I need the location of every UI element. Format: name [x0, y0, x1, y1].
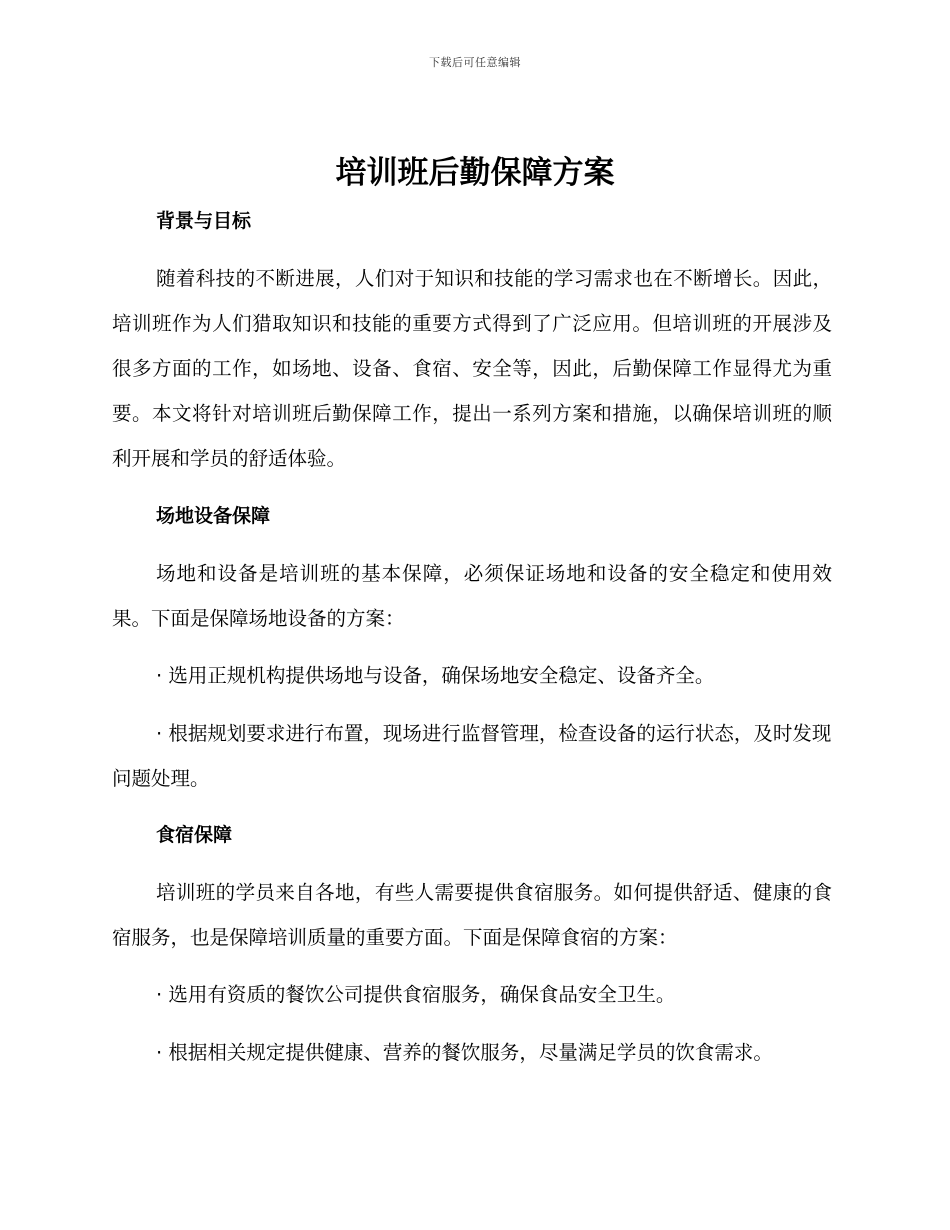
section-paragraph: 随着科技的不断进展，人们对于知识和技能的学习需求也在不断增长。因此，培训班作为人们猎取知识和技能的重要方式得到了广泛应用。但培训班的开展涉及很多方面的工作，如场地、设备、食宿、安全等，因此，后勤保障工作显得尤为重要。本文将针对培训班后勤保障工作，提出一系列方案和措施，以确保培训班的顺利开展和学员的舒适体验。: [112, 267, 832, 470]
bullet-item: · 选用正规机构提供场地与设备，确保场地安全稳定、设备齐全。: [156, 664, 715, 687]
section-heading-food-lodging: 食宿保障: [156, 824, 233, 846]
bullet-item: · 根据相关规定提供健康、营养的餐饮服务，尽量满足学员的饮食需求。: [156, 1041, 773, 1064]
section-paragraph: 培训班的学员来自各地，有些人需要提供食宿服务。如何提供舒适、健康的食宿服务，也是保障培训质量的重要方面。下面是保障食宿的方案：: [112, 881, 832, 949]
section-paragraph: 场地和设备是培训班的基本保障，必须保证场地和设备的安全稳定和使用效果。下面是保障场地设备的方案：: [112, 562, 832, 630]
page-title: 培训班后勤保障方案: [335, 155, 615, 191]
bullet-item: · 根据规划要求进行布置，现场进行监督管理，检查设备的运行状态，及时发现问题处理。: [112, 722, 832, 790]
section-heading-background: 背景与目标: [156, 210, 252, 232]
header-note: 下载后可任意编辑: [429, 56, 521, 69]
section-heading-venue-equipment: 场地设备保障: [156, 505, 271, 527]
bullet-item: · 选用有资质的餐饮公司提供食宿服务，确保食品安全卫生。: [156, 983, 676, 1006]
